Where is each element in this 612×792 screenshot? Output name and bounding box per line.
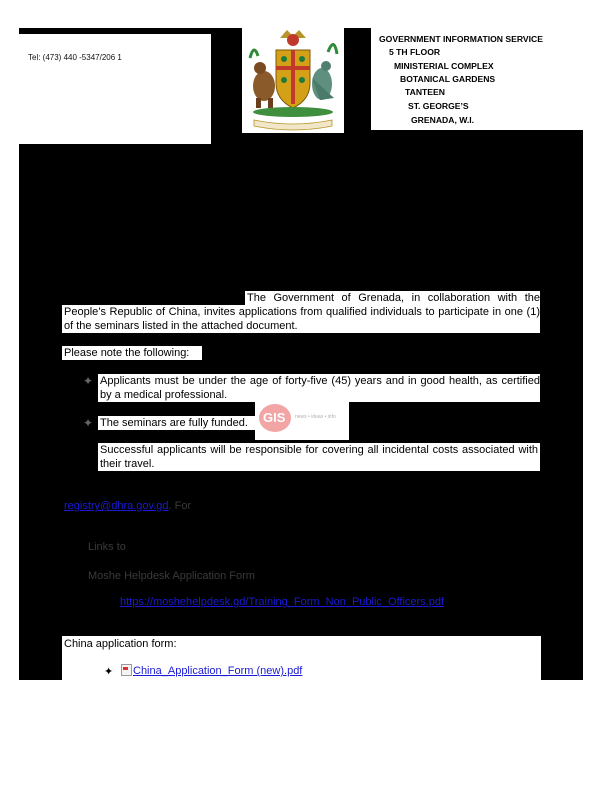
coat-of-arms-image bbox=[242, 28, 344, 133]
address-line: ST. GEORGE’S bbox=[408, 101, 469, 111]
gis-tagline: news • ideas • info bbox=[295, 414, 336, 420]
china-heading: China application form: bbox=[64, 638, 177, 650]
address-line: BOTANICAL GARDENS bbox=[400, 74, 496, 84]
telephone-number: Tel: (473) 440 -5347/206 1 bbox=[28, 53, 122, 62]
address-line: MINISTERIAL COMPLEX bbox=[394, 61, 494, 71]
bullet-1-text: Applicants must be under the age of forty-five (45) years and in good health, as certified by a medical professional. bbox=[100, 375, 540, 401]
china-bullet-star-icon: ✦ bbox=[104, 666, 114, 678]
bullet-2-text: The seminars are fully funded. bbox=[100, 417, 248, 429]
intro-paragraph bbox=[64, 291, 540, 333]
gis-watermark bbox=[255, 392, 349, 440]
tel-box bbox=[19, 34, 211, 144]
faint-line-1: Links to bbox=[88, 541, 126, 553]
coat-of-arms-icon bbox=[242, 28, 344, 133]
email-line bbox=[64, 500, 191, 512]
note-heading: Please note the following: bbox=[64, 347, 190, 359]
china-application-form-link[interactable]: China_Application_Form (new).pdf bbox=[133, 665, 303, 677]
gis-logo-text: GIS bbox=[263, 410, 286, 425]
bullet-star-icon: ✦ bbox=[83, 374, 94, 388]
broken-image-icon bbox=[121, 664, 132, 676]
training-form-link[interactable]: https://moshehelpdesk.gd/Training_Form_Non_Public_Officers.pdf bbox=[120, 596, 445, 608]
address-line: GRENADA, W.I. bbox=[411, 115, 475, 125]
faint-line-2: Moshe Helpdesk Application Form bbox=[88, 570, 255, 582]
intro-text: The Government of Grenada, in collaboration with the People’s Republic of China, invites applications from qualified individuals to participate in one (1) of the seminars listed in the attached document. bbox=[64, 292, 540, 332]
address-line: GOVERNMENT INFORMATION SERVICE bbox=[379, 34, 543, 44]
address-line: TANTEEN bbox=[405, 87, 445, 97]
bullet-star-icon: ✦ bbox=[83, 416, 94, 430]
bullet-3-text: Successful applicants will be responsible for covering all incidental costs associated with their travel. bbox=[100, 444, 538, 470]
email-link[interactable]: registry@dhra.gov.gd bbox=[64, 500, 169, 512]
address-line: 5 TH FLOOR bbox=[389, 47, 441, 57]
email-suffix: . For bbox=[168, 500, 192, 512]
